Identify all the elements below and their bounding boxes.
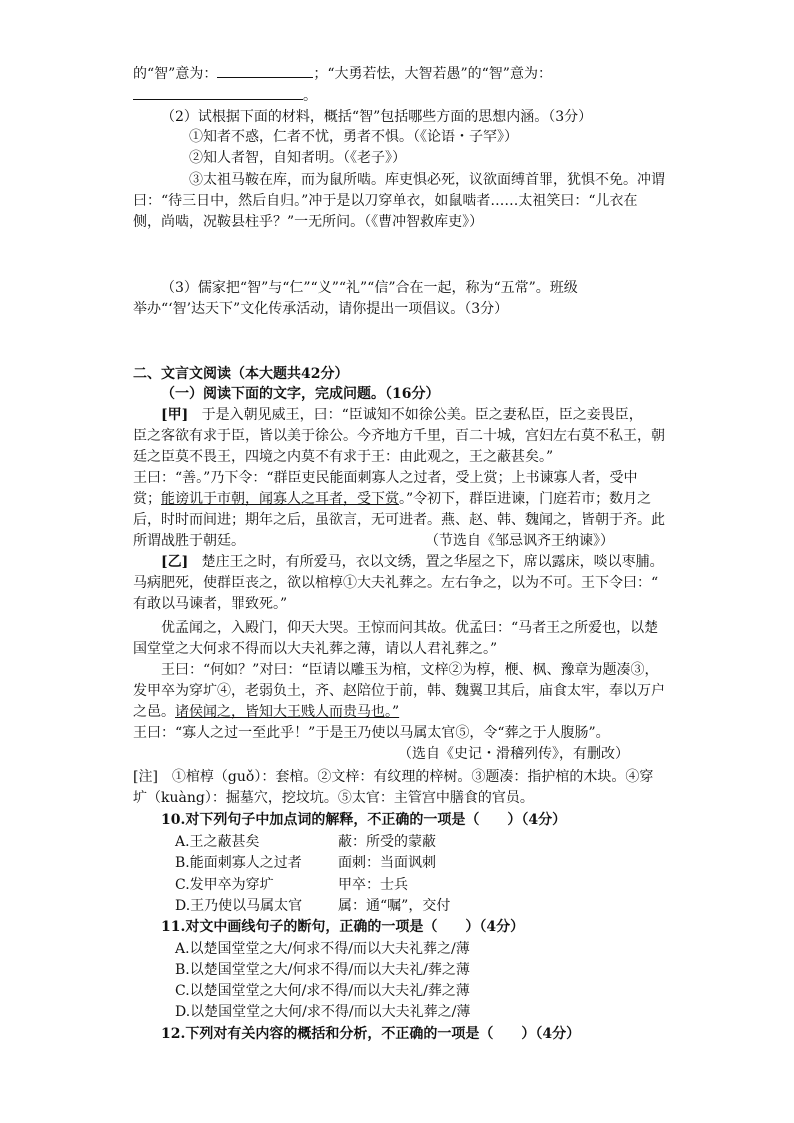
passage-jia-line: 王曰：“善。”乃下令：“群臣吏民能面刺寡人之过者，受上赏；上书谏寡人者，受中 <box>133 470 638 486</box>
text: 。 <box>303 88 317 104</box>
q10-option-c[interactable] <box>175 875 408 895</box>
fill-blank-line-1 <box>133 63 552 84</box>
passage-jia-line <box>161 405 643 425</box>
q10-option-d[interactable] <box>175 896 450 916</box>
question-12-title: 12.下列对有关内容的概括和分析，不正确的一项是（ ）（4分） <box>161 1026 581 1042</box>
passage-yi-line: 王曰：“何如？”对曰：“臣请以雕玉为棺，文梓②为椁，楩、枫、豫章为题凑③， <box>161 662 659 678</box>
text: 所谓战胜于朝廷。 <box>133 533 245 549</box>
annotation-line: [注] ①棺椁（guǒ）：套棺。②文梓：有纹理的梓树。③题凑：指护棺的木块。④穿 <box>133 769 654 785</box>
passage-yi-line: 马病肥死，使群臣丧之，欲以棺椁①大夫礼葬之。左右争之，以为不可。王下令曰：“ <box>133 575 659 591</box>
q10-option-a[interactable] <box>175 832 436 852</box>
q10-option-b[interactable] <box>175 853 436 873</box>
text: 于是入朝见威王，曰：“臣诚知不如徐公美。臣之妻私臣，臣之妾畏臣， <box>201 407 643 423</box>
option-gloss: 甲卒：士兵 <box>338 877 408 893</box>
passage-jia-line: 廷之臣莫不畏王，四境之内莫不有求于王：由此观之，王之蔽甚矣。” <box>133 449 554 465</box>
passage-yi-line <box>161 552 664 572</box>
source-citation: （节选自《邹忌讽齐王纳谏》） <box>425 533 614 549</box>
text: ；“大勇若怯，大智若愚”的“智”意为： <box>313 66 552 82</box>
passage-jia-line <box>133 489 651 509</box>
material-3-line: 曰：“待三日中，然后自归。”冲于是以刀穿单衣，如鼠啮者……太祖笑曰：“儿衣在 <box>133 193 638 209</box>
option-text: D.王乃使以马属太官 <box>175 898 303 914</box>
question-2-prompt: （2）试根据下面的材料，概括“智”包括哪些方面的思想内涵。（3分） <box>161 109 593 125</box>
passage-yi-line: 王曰：“寡人之过一至此乎！”于是王乃使以马属太官⑤，令“葬之于人腹肠”。 <box>133 725 610 741</box>
passage-jia-line: 臣之客欲有求于臣，皆以美于徐公。今齐地方千里，百二十城，宫妇左右莫不私王，朝 <box>133 428 665 444</box>
question-11-title: 11.对文中画线句子的断句，正确的一项是（ ）（4分） <box>161 919 525 935</box>
material-1: ①知者不惑，仁者不忧，勇者不惧。（《论语・子罕》） <box>189 129 518 145</box>
passage-tag: [甲] <box>161 407 189 423</box>
option-text: A.王之蔽甚矣 <box>175 834 260 850</box>
passage-yi-line: 有敢以马谏者，罪致死。” <box>133 596 288 612</box>
passage-jia-line: 后，时时而间进；期年之后，虽欲言，无可进者。燕、赵、韩、魏闻之，皆朝于齐。此 <box>133 512 665 528</box>
q11-option-b[interactable]: B.以楚国堂堂之大/何求不得/而以大夫礼/葬之薄 <box>175 962 470 978</box>
material-2: ②知人者智，自知者明。（《老子》） <box>189 150 406 166</box>
text: 赏； <box>133 491 161 507</box>
passage-yi-line <box>133 702 399 722</box>
annotation-line: 圹（kuàng）：掘墓穴，挖坟坑。⑤太官：主管宫中膳食的官员。 <box>133 790 534 806</box>
passage-tag: [乙] <box>161 554 189 570</box>
passage-yi-line: 发甲卒为穿圹④，老弱负土，齐、赵陪位于前，韩、魏翼卫其后，庙食太牢，奉以万户 <box>133 683 665 699</box>
passage-yi-line: 优孟闻之，入殿门，仰天大哭。王惊而问其故。优孟曰：“马者王之所爱也，以楚 <box>161 620 659 636</box>
q11-option-c[interactable]: C.以楚国堂堂之大何/求不得/而以大夫礼/葬之薄 <box>175 983 470 999</box>
question-3-line: 举办“‘智’达天下”文化传承活动，请你提出一项倡议。（3分） <box>133 301 509 317</box>
option-gloss: 面刺：当面讽刺 <box>338 855 436 871</box>
material-3-line: ③太祖马鞍在库，而为鼠所啮。库吏惧必死，议欲面缚首罪，犹惧不免。冲谓 <box>189 172 665 188</box>
q11-option-d[interactable]: D.以楚国堂堂之大何/求不得/而以大夫礼葬之/薄 <box>175 1004 471 1020</box>
option-text: C.发甲卒为穿圹 <box>175 877 274 893</box>
option-gloss: 蔽：所受的蒙蔽 <box>338 834 436 850</box>
answer-blank[interactable] <box>217 63 313 78</box>
answer-blank[interactable] <box>133 85 303 100</box>
option-gloss: 属：通“嘱”，交付 <box>338 898 451 914</box>
sub-heading: （一）阅读下面的文字，完成问题。（16分） <box>161 386 440 402</box>
material-3-line: 侧，尚啮，况鞍县柱乎？”一无所问。（《曹冲智救库吏》） <box>133 214 484 230</box>
text: 楚庄王之时，有所爱马，衣以文绣，置之华屋之下，席以露床，啖以枣脯。 <box>201 554 664 570</box>
source-citation: （选自《史记・滑稽列传》，有删改） <box>398 746 629 762</box>
fill-blank-line-2 <box>133 85 317 106</box>
underlined-sentence: 能谤讥于市朝，闻寡人之耳者，受下赏 <box>161 491 399 507</box>
text: 的“智”意为： <box>133 66 218 82</box>
question-3-line: （3）儒家把“智”与“仁”“义”“礼”“信”合在一起，称为“五常”。班级 <box>161 280 578 296</box>
underlined-sentence: 诸侯闻之，皆知大王贱人而贵马也。” <box>175 704 400 720</box>
passage-jia-line <box>133 531 614 551</box>
option-text: B.能面刺寡人之过者 <box>175 855 302 871</box>
text: 之邑。 <box>133 704 175 720</box>
question-10-title: 10.对下列句子中加点词的解释，不正确的一项是（ ）（4分） <box>161 812 567 828</box>
passage-yi-line: 国堂堂之大何求不得而以大夫礼葬之薄，请以人君礼葬之。” <box>133 641 498 657</box>
q11-option-a[interactable]: A.以楚国堂堂之大/何求不得/而以大夫礼葬之/薄 <box>175 941 470 957</box>
section-heading: 二、文言文阅读（本大题共42分） <box>133 366 349 382</box>
text: 。”令初下，群臣进谏，门庭若市；数月之 <box>399 491 652 507</box>
